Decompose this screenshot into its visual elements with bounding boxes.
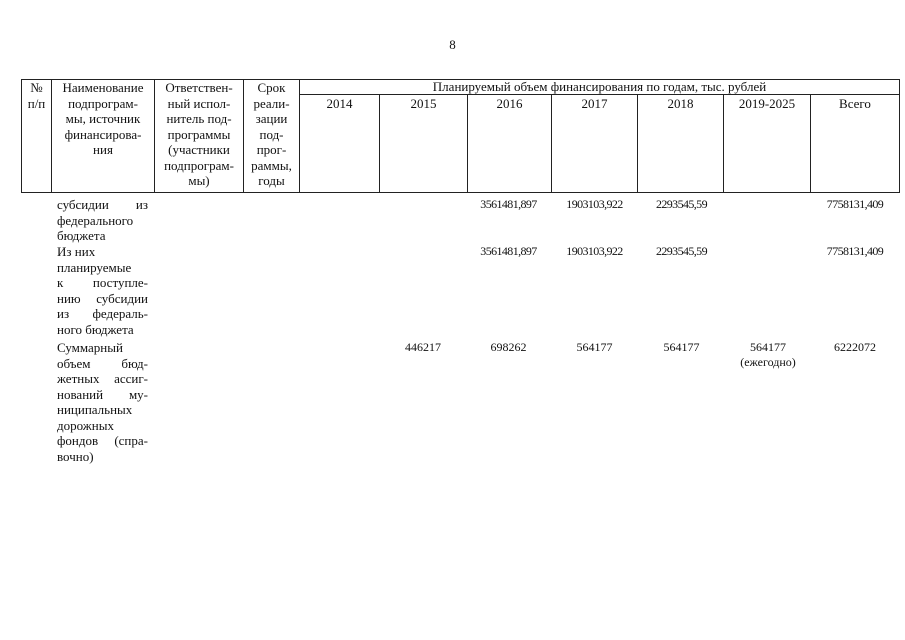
row-label-road-funds: Суммарный объем бюд- жетных ассиг- нований му- ниципальных дорожных фондов (спра- вочно) <box>57 340 148 464</box>
header-cell-number: № п/п <box>22 80 52 193</box>
row2-value-total: 7758131,409 <box>826 244 884 258</box>
row1-value-2017: 1903103,922 <box>566 197 623 211</box>
header-table <box>21 79 900 193</box>
page-number: 8 <box>449 37 456 52</box>
row-label-federal-subsidies: субсидии из федерального бюджета <box>57 197 148 243</box>
row1-value-total: 7758131,409 <box>826 197 884 211</box>
header-cell-name: Наименование подпрограм- мы, источник финансирова- ния <box>52 80 155 193</box>
row2-value-2016: 3561481,897 <box>480 244 537 258</box>
row3-value-2018: 564177 <box>663 340 700 354</box>
row2-value-2018: 2293545,59 <box>655 244 707 258</box>
row1-value-2016: 3561481,897 <box>480 197 537 211</box>
row2-value-2017: 1903103,922 <box>566 244 623 258</box>
header-year-2017: 2017 <box>552 95 638 193</box>
header-year-2018: 2018 <box>638 95 724 193</box>
row3-value-2017: 564177 <box>576 340 613 354</box>
row-label-planned-subsidies: Из них планируемые к поступле- нию субсидии из федераль- ного бюджета <box>57 244 148 337</box>
header-cell-financing-title: Планируемый объем финансирования по годам, тыс. рублей <box>300 80 900 95</box>
row3-value-total: 6222072 <box>834 340 876 354</box>
row1-value-2018: 2293545,59 <box>655 197 707 211</box>
header-year-2015: 2015 <box>380 95 468 193</box>
header-cell-responsible: Ответствен- ный испол- нитель под- программы (участники подпрограм- мы) <box>155 80 244 193</box>
header-total: Всего <box>811 95 900 193</box>
header-year-2014: 2014 <box>300 95 380 193</box>
header-year-2016: 2016 <box>468 95 552 193</box>
header-year-2019-2025: 2019-2025 <box>724 95 811 193</box>
row3-value-2016: 698262 <box>490 340 527 354</box>
row3-value-2015: 446217 <box>405 340 441 354</box>
row3-value-2019-2025: 564177 (ежегодно) <box>725 340 811 370</box>
header-cell-term: Срок реали- зации под- прог- раммы, годы <box>244 80 300 193</box>
annual-note: (ежегодно) <box>740 355 796 369</box>
